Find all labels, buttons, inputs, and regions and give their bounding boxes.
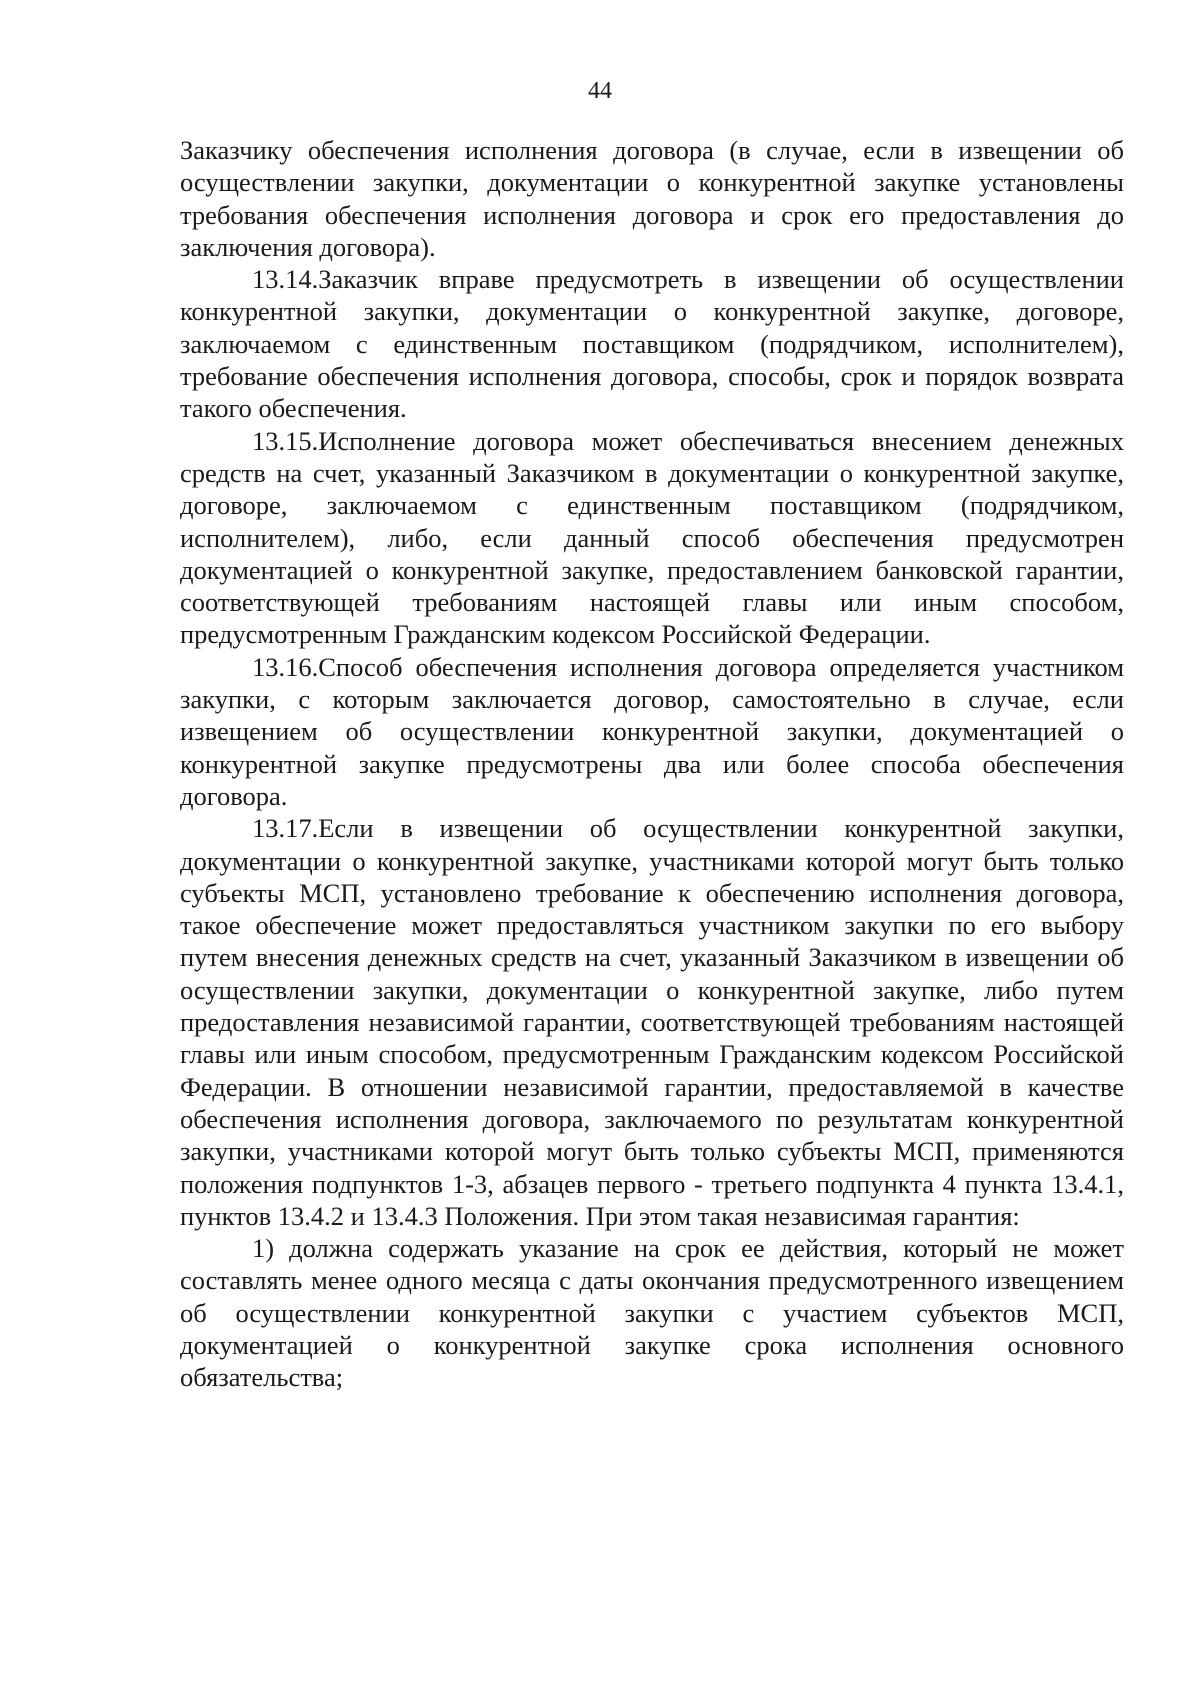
page-number: 44 bbox=[588, 78, 612, 104]
document-body bbox=[180, 134, 1124, 1394]
paragraph-subitem-1: 1) должна содержать указание на срок ее действия, который не может составлять менее одного месяца с даты окончания предусмотренного извещением об осуществлении конкурентной закупки с участием субъектов МСП, документацией о конкурентной закупке срока исполнения основного обязательства; bbox=[180, 1233, 1124, 1393]
paragraph-13-16: 13.16.Способ обеспечения исполнения договора определяется участником закупки, с которым заключается договор, самостоятельно в случае, если извещением об осуществлении конкурентной закупки, документацией о конкурентной закупке предусмотрены два или более способа обеспечения договора. bbox=[180, 651, 1124, 811]
paragraph-13-17: 13.17.Если в извещении об осуществлении конкурентной закупки, документации о конкурентной закупке, участниками которой могут быть только субъекты МСП, установлено требование к обеспечению исполнения договора, такое обеспечение может предоставляться участником закупки по его выбору путем внесения денежных средств на счет, указанный Заказчиком в извещении об осуществлении закупки, документации о конкурентной закупке, либо путем предоставления независимой гарантии, соответствующей требованиям настоящей главы или иным способом, предусмотренным Гражданским кодексом Российской Федерации. В отношении независимой гарантии, предоставляемой в качестве обеспечения исполнения договора, заключаемого по результатам конкурентной закупки, участниками которой могут быть только субъекты МСП, применяются положения подпунктов 1-3, абзацев первого - третьего подпункта 4 пункта 13.4.1, пунктов 13.4.2 и 13.4.3 Положения. При этом такая независимая гарантия: bbox=[180, 813, 1124, 1231]
paragraph-intro-continuation: Заказчику обеспечения исполнения договора (в случае, если в извещении об осуществлении закупки, документации о конкурентной закупке установлены требования обеспечения исполнения договора и срок его предоставления до заключения договора). bbox=[180, 135, 1124, 262]
paragraph-13-15: 13.15.Исполнение договора может обеспечиваться внесением денежных средств на счет, указанный Заказчиком в документации о конкурентной закупке, договоре, заключаемом с единственным поставщиком (подрядчиком, исполнителем), либо, если данный способ обеспечения предусмотрен документацией о конкурентной закупке, предоставлением банковской гарантии, соответствующей требованиям настоящей главы или иным способом, предусмотренным Гражданским кодексом Российской Федерации. bbox=[180, 425, 1124, 650]
paragraph-13-14: 13.14.Заказчик вправе предусмотреть в извещении об осуществлении конкурентной закупки, документации о конкурентной закупке, договоре, заключаемом с единственным поставщиком (подрядчиком, исполнителем), требование обеспечения исполнения договора, способы, срок и порядок возврата такого обеспечения. bbox=[180, 264, 1124, 424]
